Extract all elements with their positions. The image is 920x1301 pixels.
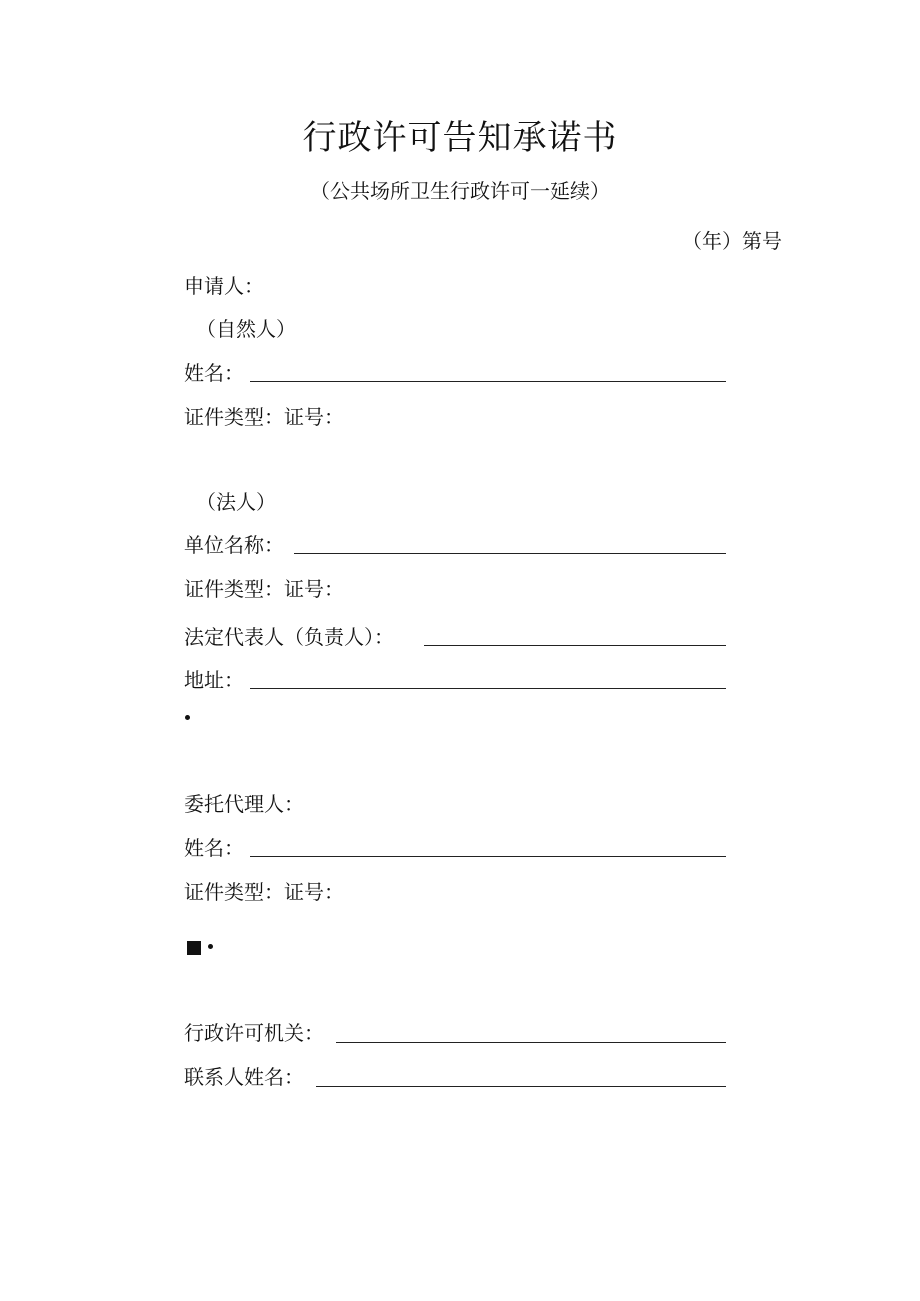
bullet-mark	[185, 715, 190, 720]
natural-person-heading: （自然人）	[196, 317, 296, 341]
document-subtitle: （公共场所卫生行政许可一延续）	[310, 179, 610, 203]
legal-representative-field[interactable]	[424, 645, 726, 646]
natural-person-name-field[interactable]	[250, 381, 726, 382]
square-mark	[187, 941, 201, 955]
address-label: 地址：	[184, 668, 244, 692]
agent-id-label: 证件类型：证号：	[184, 880, 344, 904]
contact-name-label: 联系人姓名：	[184, 1065, 304, 1089]
document-number: （年）第号	[682, 229, 782, 253]
agent-heading: 委托代理人：	[184, 792, 304, 816]
licensing-agency-label: 行政许可机关：	[184, 1021, 324, 1045]
contact-name-field[interactable]	[316, 1086, 726, 1087]
legal-representative-label: 法定代表人（负责人）：	[184, 625, 394, 649]
legal-person-org-name-field[interactable]	[294, 553, 726, 554]
legal-person-org-name-label: 单位名称：	[184, 533, 284, 557]
agent-name-field[interactable]	[250, 856, 726, 857]
applicant-heading: 申请人：	[184, 274, 264, 298]
address-field[interactable]	[250, 688, 726, 689]
licensing-agency-field[interactable]	[336, 1042, 726, 1043]
natural-person-id-label: 证件类型：证号：	[184, 405, 344, 429]
agent-name-label: 姓名：	[184, 836, 244, 860]
bullet-mark	[208, 944, 213, 949]
legal-person-heading: （法人）	[196, 490, 276, 514]
natural-person-name-label: 姓名：	[184, 361, 244, 385]
document-title: 行政许可告知承诺书	[302, 118, 618, 158]
legal-person-id-label: 证件类型：证号：	[184, 577, 344, 601]
